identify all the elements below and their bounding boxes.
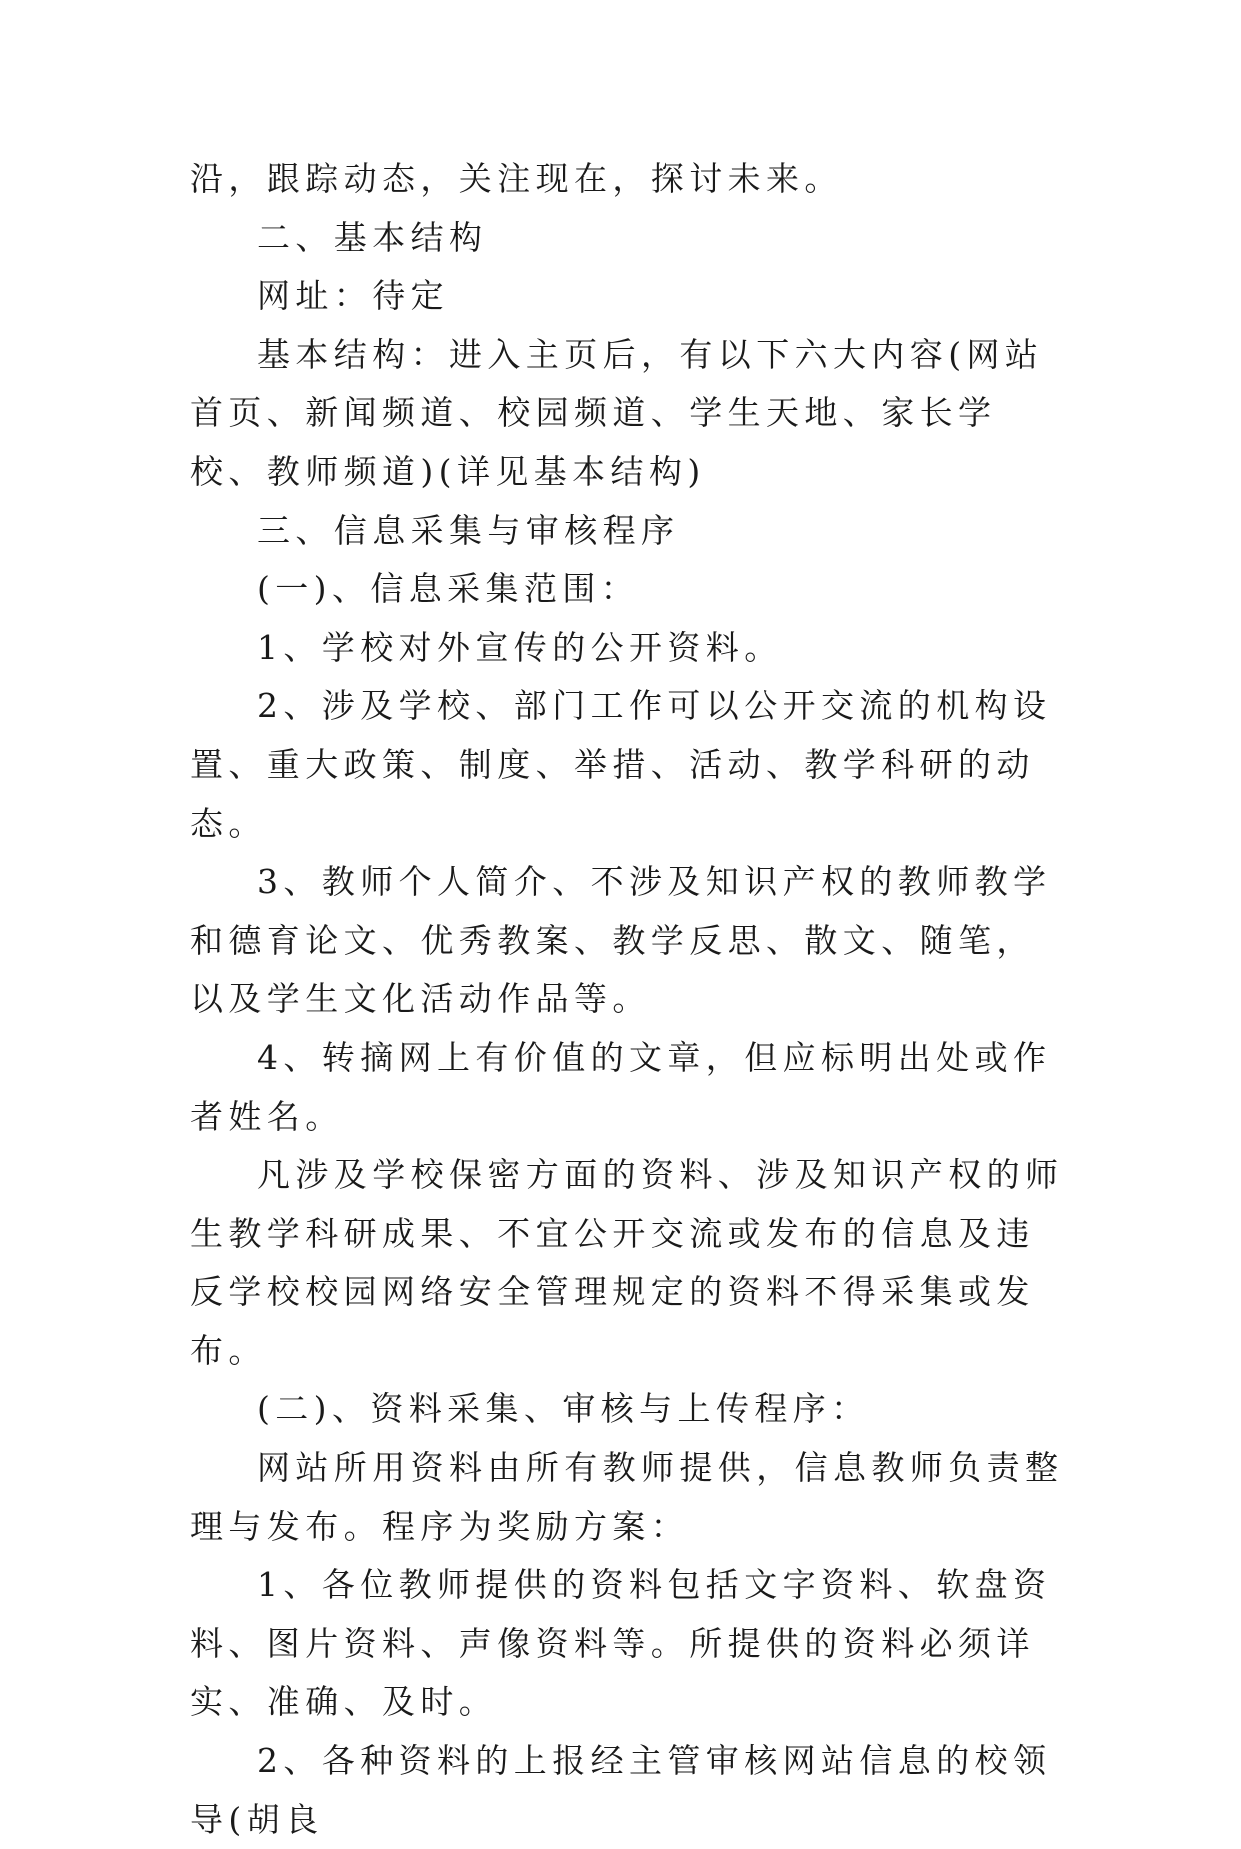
paragraph: 基本结构：进入主页后，有以下六大内容(网站首页、新闻频道、校园频道、学生天地、家长学校、教师频道)(详见基本结构) <box>190 334 1044 491</box>
subsection-heading: (二)、资料采集、审核与上传程序： <box>257 1389 870 1429</box>
paragraph: 网站所用资料由所有教师提供，信息教师负责整理与发布。程序为奖励方案： <box>190 1448 1064 1546</box>
document-body <box>190 150 1066 1849</box>
list-item: 1、学校对外宣传的公开资料。 <box>257 627 783 667</box>
paragraph: 沿，跟踪动态，关注现在，探讨未来。 <box>190 159 843 198</box>
list-item: 3、教师个人简介、不涉及知识产权的教师教学和德育论文、优秀教案、教学反思、散文、随笔，以及学生文化活动作品等。 <box>190 862 1052 1019</box>
list-item: 2、涉及学校、部门工作可以公开交流的机构设置、重大政策、制度、举措、活动、教学科研的动态。 <box>190 686 1052 843</box>
paragraph: 网址：待定 <box>257 276 449 316</box>
paragraph: 凡涉及学校保密方面的资料、涉及知识产权的师生教学科研成果、不宜公开交流或发布的信息及违反学校校园网络安全管理规定的资料不得采集或发布。 <box>190 1155 1064 1370</box>
subsection-heading: (一)、信息采集范围： <box>257 569 640 609</box>
section-heading: 三、信息采集与审核程序 <box>257 510 680 550</box>
list-item: 1、各位教师提供的资料包括文字资料、软盘资料、图片资料、声像资料等。所提供的资料必须详实、准确、及时。 <box>190 1565 1052 1722</box>
list-item: 2、各种资料的上报经主管审核网站信息的校领导(胡良 <box>190 1741 1052 1839</box>
section-heading: 二、基本结构 <box>257 217 488 257</box>
list-item: 4、转摘网上有价值的文章，但应标明出处或作者姓名。 <box>190 1037 1052 1136</box>
